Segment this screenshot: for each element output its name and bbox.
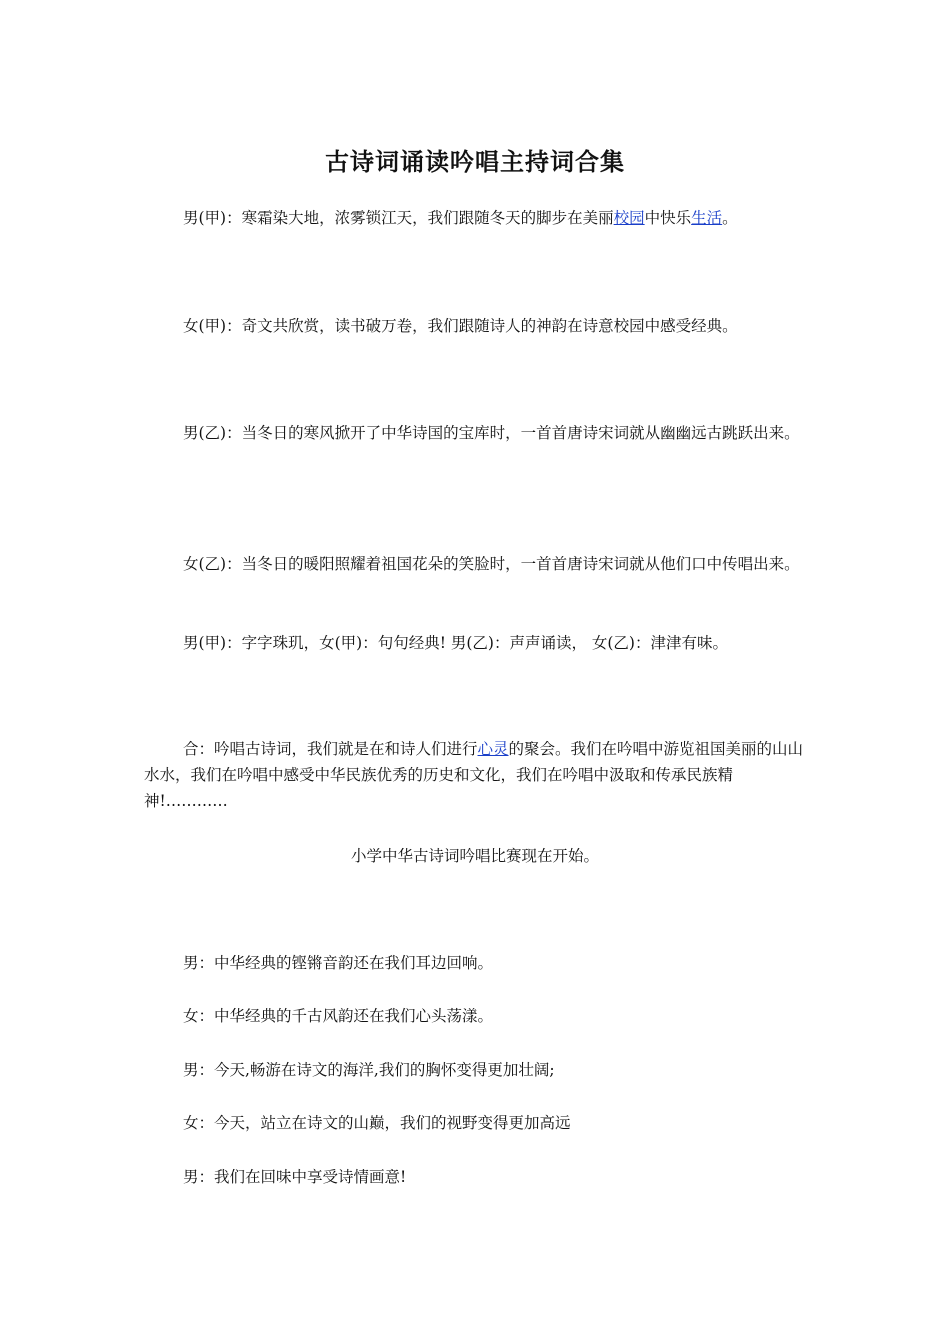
paragraph-11: 女：今天，站立在诗文的山巅，我们的视野变得更加高远 bbox=[183, 1114, 571, 1132]
link-heart[interactable]: 心灵 bbox=[477, 740, 509, 758]
paragraph-8: 男：中华经典的铿锵音韵还在我们耳边回响。 bbox=[183, 954, 494, 972]
paragraph-2: 女(甲)：奇文共欣赏，读书破万卷，我们跟随诗人的神韵在诗意校园中感受经典。 bbox=[183, 317, 738, 335]
paragraph-4: 女(乙)：当冬日的暖阳照耀着祖国花朵的笑脸时，一首首唐诗宋词就从他们口中传唱出来。 bbox=[183, 555, 800, 573]
paragraph-6 bbox=[144, 736, 810, 814]
paragraph-5: 男(甲)：字字珠玑，女(甲)：句句经典! 男(乙)：声声诵读， 女(乙)：津津有味。 bbox=[183, 634, 728, 652]
p6-text-pre: 合：吟唱古诗词，我们就是在和诗人们进行 bbox=[183, 740, 478, 758]
paragraph-3: 男(乙)：当冬日的寒风掀开了中华诗国的宝库时，一首首唐诗宋词就从幽幽远古跳跃出来。 bbox=[183, 424, 800, 442]
p1-text-post: 。 bbox=[722, 209, 738, 227]
paragraph-10: 男：今天,畅游在诗文的海洋,我们的胸怀变得更加壮阔; bbox=[183, 1061, 555, 1079]
paragraph-9: 女：中华经典的千古风韵还在我们心头荡漾。 bbox=[183, 1007, 494, 1025]
p1-text-mid: 中快乐 bbox=[644, 209, 692, 227]
paragraph-7: 小学中华古诗词吟唱比赛现在开始。 bbox=[350, 847, 599, 865]
paragraph-12: 男：我们在回味中享受诗情画意! bbox=[183, 1168, 407, 1186]
p1-text-pre: 男(甲)：寒霜染大地，浓雾锁江天，我们跟随冬天的脚步在美丽 bbox=[183, 209, 614, 227]
link-life[interactable]: 生活 bbox=[691, 209, 723, 227]
link-campus[interactable]: 校园 bbox=[613, 209, 645, 227]
p6-text-post: 的聚会。我们在吟唱中游览祖国美丽的山山水水，我们在吟唱中感受中华民族优秀的历史和文化，我们在吟唱中汲取和传承民族精神!………… bbox=[144, 740, 804, 810]
paragraph-1 bbox=[144, 205, 810, 231]
document-title: 古诗词诵读吟唱主持词合集 bbox=[325, 147, 625, 176]
